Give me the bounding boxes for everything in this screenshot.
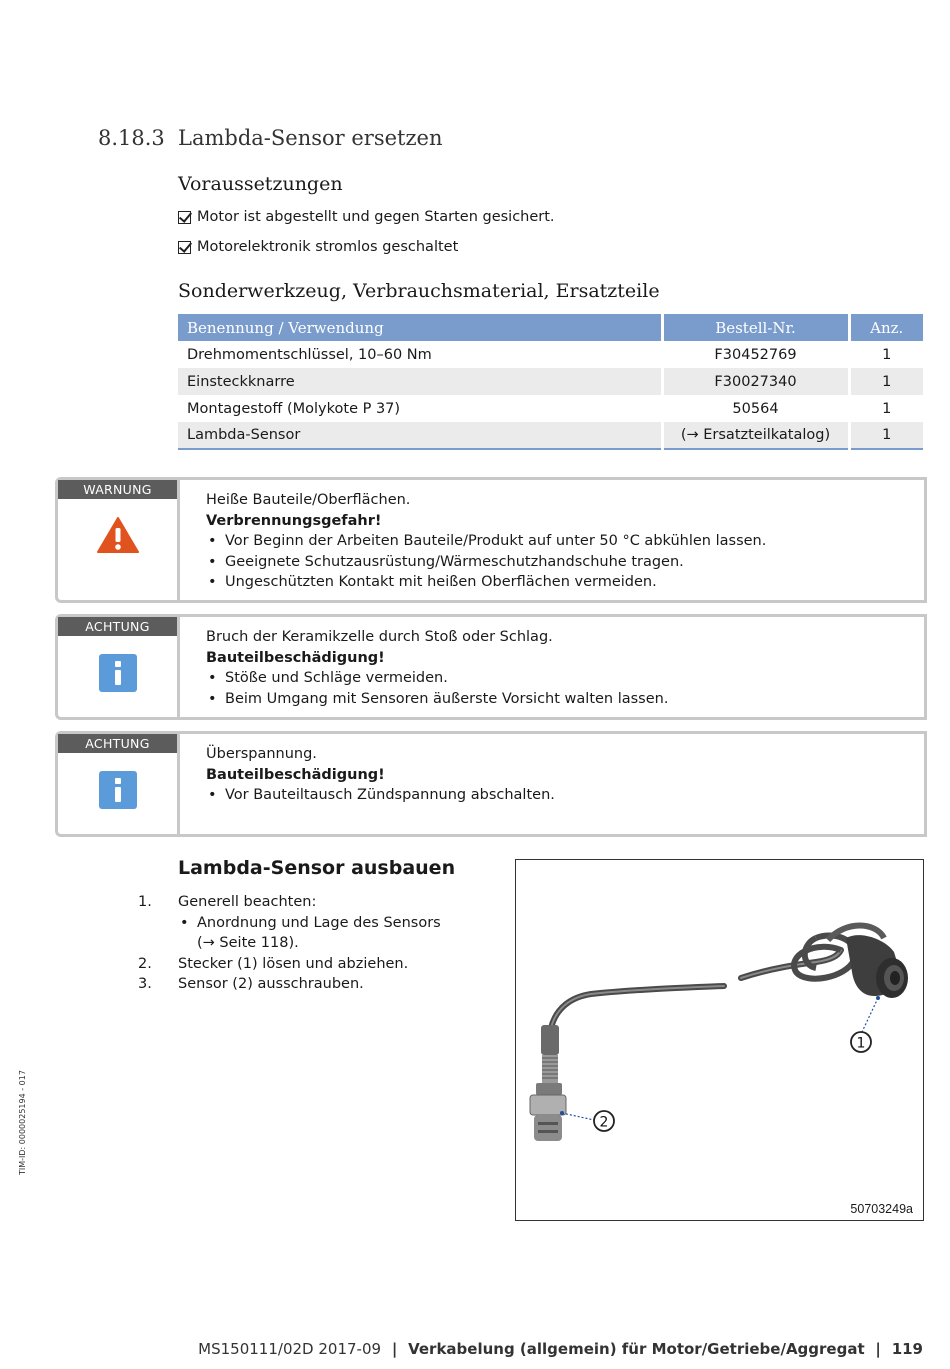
notice-text: Bruch der Keramikzelle durch Stoß oder Schlag. — [206, 629, 553, 645]
cell-name: Lambda-Sensor — [178, 422, 662, 449]
notice-side — [58, 480, 180, 600]
step-number: 2. — [138, 955, 152, 972]
caution-notice — [55, 731, 927, 837]
section-number: 8.18.3 — [98, 126, 165, 150]
cell-name: Drehmomentschlüssel, 10–60 Nm — [178, 341, 662, 368]
cell-name: Einsteckknarre — [178, 368, 662, 395]
cell-order: (→ Ersatzteilkatalog) — [662, 422, 849, 449]
tim-id: TIM-ID: 0000025194 - 017 — [18, 1070, 27, 1175]
list-item: • Geeignete Schutzausrüstung/Wärmeschutzhandschuhe tragen. — [206, 552, 766, 573]
substep-text: Anordnung und Lage des Sensors — [197, 914, 441, 931]
notice-tag: WARNUNG — [58, 480, 177, 499]
step-number: 1. — [138, 894, 152, 910]
notice-side — [58, 734, 180, 834]
cell-order: F30027340 — [662, 368, 849, 395]
list-item — [138, 892, 441, 913]
notice-bullets — [206, 668, 668, 709]
sensor-figure — [515, 859, 924, 1221]
callout-2: 2 — [599, 1114, 609, 1131]
cell-order: 50564 — [662, 395, 849, 422]
notice-strong: Bauteilbeschädigung! — [206, 649, 385, 666]
caution-notice — [55, 614, 927, 720]
info-icon — [99, 654, 137, 692]
cell-qty: 1 — [849, 422, 923, 449]
step-text: Sensor (2) ausschrauben. — [178, 976, 364, 992]
notice-bullets — [206, 531, 766, 593]
column-header: Bestell-Nr. — [662, 314, 849, 341]
list-item: • Vor Bauteiltausch Zündspannung abschalten. — [206, 785, 555, 806]
cell-qty: 1 — [882, 400, 892, 417]
info-icon — [99, 771, 137, 809]
table-row — [178, 395, 923, 422]
notice-text: Überspannung. — [206, 746, 317, 762]
cell-qty: 1 — [882, 346, 892, 363]
removal-title: Lambda-Sensor ausbauen — [178, 857, 456, 879]
cell-qty: 1 — [849, 368, 923, 395]
prerequisite-item: Motorelektronik stromlos geschaltet — [178, 239, 458, 255]
substep — [138, 913, 441, 954]
notice-tag: ACHTUNG — [58, 617, 177, 636]
cell-order: F30452769 — [662, 341, 849, 368]
warning-triangle-icon — [96, 516, 140, 558]
table-row — [178, 422, 923, 449]
column-header: Anz. — [849, 314, 923, 341]
doc-number: MS150111/02D 2017-09 — [198, 1340, 382, 1358]
prerequisites-title: Voraussetzungen — [178, 173, 343, 195]
checkbox-checked-icon — [178, 241, 191, 254]
checkbox-checked-icon — [178, 211, 191, 224]
list-item — [138, 954, 441, 975]
step-number: 3. — [138, 976, 152, 992]
notice-side — [58, 617, 180, 717]
list-item: • Beim Umgang mit Sensoren äußerste Vorsicht walten lassen. — [206, 689, 668, 710]
footer-separator: | — [391, 1340, 398, 1358]
notice-text: Heiße Bauteile/Oberflächen. — [206, 492, 411, 508]
tools-title: Sonderwerkzeug, Verbrauchsmaterial, Ersatzteile — [178, 280, 660, 302]
warning-notice — [55, 477, 927, 603]
chapter-title: Verkabelung (allgemein) für Motor/Getriebe/Aggregat — [408, 1340, 865, 1358]
figure-code: 50703249a — [850, 1202, 913, 1216]
list-item: • Stöße und Schläge vermeiden. — [206, 668, 668, 689]
callout-1: 1 — [856, 1035, 866, 1052]
tools-table — [178, 314, 923, 450]
notice-tag: ACHTUNG — [58, 734, 177, 753]
footer-separator: | — [875, 1340, 881, 1358]
table-row — [178, 368, 923, 395]
notice-body — [206, 490, 766, 593]
cell-name: Montagestoff (Molykote P 37) — [178, 395, 662, 422]
notice-body — [206, 627, 668, 709]
notice-strong: Bauteilbeschädigung! — [206, 766, 385, 783]
list-item: • Ungeschützten Kontakt mit heißen Oberflächen vermeiden. — [206, 572, 766, 593]
table-row — [178, 341, 923, 368]
bullet: • — [180, 914, 189, 931]
lambda-sensor-illustration — [516, 860, 924, 1221]
notice-bullets — [206, 785, 555, 806]
substep-link[interactable]: (→ Seite 118). — [197, 935, 299, 951]
prerequisite-item: Motor ist abgestellt und gegen Starten gesichert. — [178, 209, 555, 225]
list-item — [138, 974, 441, 995]
page-footer — [198, 1340, 923, 1358]
step-text: Generell beachten: — [178, 894, 317, 910]
section-title: Lambda-Sensor ersetzen — [178, 126, 443, 150]
page-number: 119 — [891, 1340, 923, 1358]
notice-strong: Verbrennungsgefahr! — [206, 512, 382, 529]
removal-steps — [138, 892, 441, 995]
list-item: • Vor Beginn der Arbeiten Bauteile/Produkt auf unter 50 °C abkühlen lassen. — [206, 531, 766, 552]
step-text: Stecker (1) lösen und abziehen. — [178, 955, 409, 972]
column-header: Benennung / Verwendung — [178, 314, 662, 341]
notice-body — [206, 744, 555, 806]
